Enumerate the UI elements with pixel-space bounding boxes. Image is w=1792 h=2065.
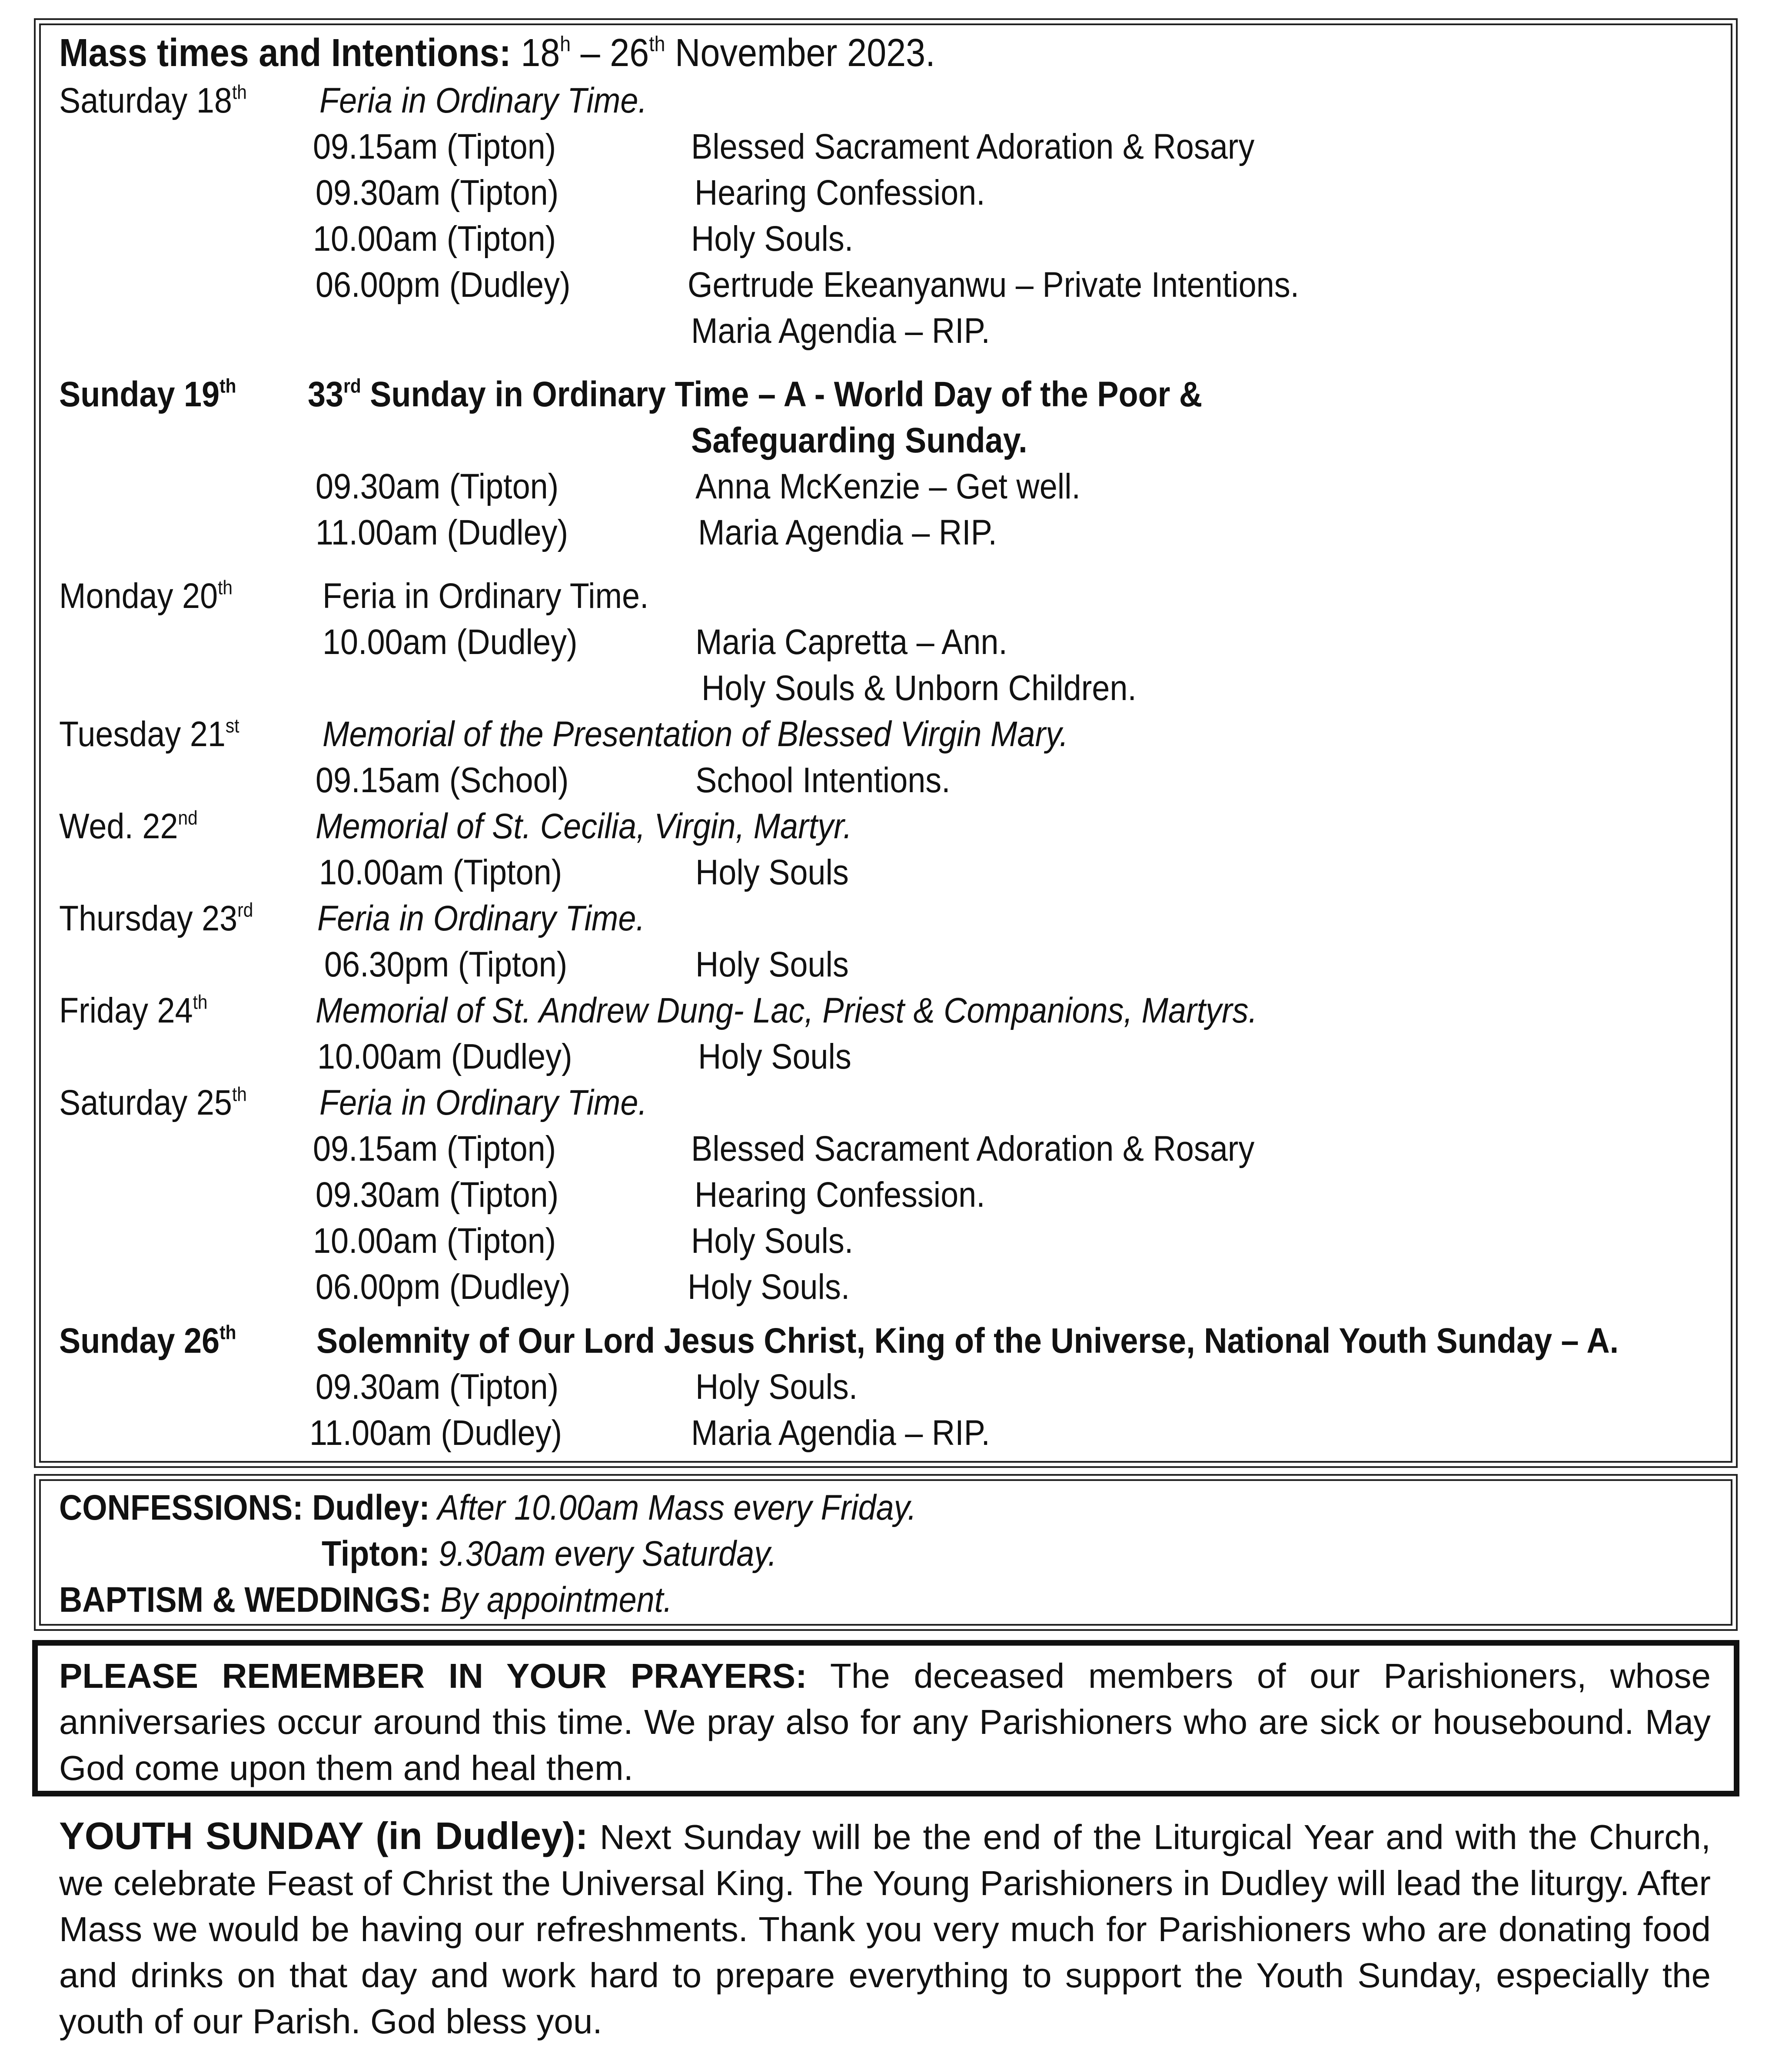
mass-intention: Maria Agendia – RIP. (691, 311, 990, 351)
mass-time: 10.00am (Tipton) (313, 219, 556, 259)
day-title: Solemnity of Our Lord Jesus Christ, King of the Universe, National Youth Sunday – A. (316, 1321, 1619, 1361)
mass-time: 10.00am (Dudley) (317, 1037, 572, 1076)
prayers-text: The deceased members of our Parishioners, whose anniversaries occur around this time. We pray also for any Parishioners who are sick or housebound. May God come upon them and heal them. (59, 1657, 1711, 1787)
day-title: 33rd Sunday in Ordinary Time – A - World Day of the Poor & (308, 375, 1203, 414)
heading-date-start: 18 (521, 31, 560, 75)
mass-time: 09.30am (Tipton) (316, 1367, 559, 1407)
mass-time: 09.30am (Tipton) (316, 1175, 559, 1215)
mass-intention: Holy Souls (695, 945, 849, 984)
day-title: Memorial of St. Andrew Dung- Lac, Priest & Companions, Martyrs. (316, 991, 1257, 1030)
mass-time: 06.00pm (Dudley) (316, 1267, 571, 1307)
mass-intention: Hearing Confession. (695, 1175, 985, 1215)
mass-intention: Holy Souls. (691, 1221, 854, 1261)
mass-intention: Maria Capretta – Ann. (695, 622, 1007, 662)
day-title: Feria in Ordinary Time. (319, 81, 647, 120)
confessions-dudley-line (59, 1486, 917, 1530)
confessions-label: CONFESSIONS: (59, 1488, 303, 1527)
mass-intention: Blessed Sacrament Adoration & Rosary (691, 1129, 1255, 1169)
mass-intention: Holy Souls & Unborn Children. (702, 668, 1137, 708)
confessions-tipton-line (322, 1532, 777, 1576)
youth-sunday-text: Next Sunday will be the end of the Liturgical Year and with the Church, we celebrate Feast of Christ the Universal King. The Young Parishioners in Dudley will lead the liturgy. After Mass we would be having our refreshments. Thank you very much for Parishioners who are donating food and drinks on that day and work hard to prepare everything to support the Youth Sunday, especially the youth of our Parish. God bless you. (59, 1818, 1711, 2041)
baptism-weddings-line (59, 1578, 672, 1622)
day-title: Memorial of St. Cecilia, Virgin, Martyr. (316, 807, 852, 846)
mass-time: 10.00am (Dudley) (322, 622, 578, 662)
mass-time: 10.00am (Tipton) (313, 1221, 556, 1261)
day-label: Sunday 19th (59, 375, 236, 414)
prayers-label: PLEASE REMEMBER IN YOUR PRAYERS: (59, 1657, 807, 1695)
mass-intention: Holy Souls. (695, 1367, 858, 1407)
mass-intention: Maria Agendia – RIP. (691, 1413, 990, 1453)
heading-month-year: November 2023. (665, 31, 935, 75)
mass-time: 11.00am (Dudley) (316, 513, 569, 552)
mass-times-heading (59, 31, 935, 75)
day-label: Sunday 26th (59, 1321, 236, 1361)
mass-intention: Holy Souls (698, 1037, 851, 1076)
day-label: Wed. 22nd (59, 807, 198, 846)
mass-time: 11.00am (Dudley) (309, 1413, 562, 1453)
mass-intention: Holy Souls. (691, 219, 854, 259)
day-title: Memorial of the Presentation of Blessed Virgin Mary. (322, 714, 1068, 754)
day-title-continued: Safeguarding Sunday. (691, 421, 1027, 460)
day-label: Saturday 18th (59, 81, 247, 120)
heading-date-end: – 26 (571, 31, 649, 75)
day-title: Feria in Ordinary Time. (322, 576, 649, 616)
youth-sunday-label: YOUTH SUNDAY (in Dudley): (59, 1814, 588, 1857)
tipton-label: Tipton: (322, 1534, 430, 1574)
mass-intention: School Intentions. (695, 760, 951, 800)
mass-time: 09.15am (School) (316, 760, 569, 800)
day-title: Feria in Ordinary Time. (317, 899, 645, 938)
mass-intention: Blessed Sacrament Adoration & Rosary (691, 127, 1255, 166)
prayers-paragraph (59, 1653, 1711, 1791)
day-label: Thursday 23rd (59, 899, 253, 938)
youth-sunday-paragraph (59, 1813, 1711, 2045)
day-label: Saturday 25th (59, 1083, 247, 1122)
mass-intention: Hearing Confession. (695, 173, 985, 212)
mass-intention: Maria Agendia – RIP. (698, 513, 997, 552)
mass-time: 10.00am (Tipton) (319, 853, 562, 892)
mass-time: 09.30am (Tipton) (316, 467, 559, 506)
mass-time: 06.30pm (Tipton) (324, 945, 568, 984)
tipton-confession-time: 9.30am every Saturday. (429, 1534, 777, 1574)
mass-time: 09.30am (Tipton) (316, 173, 559, 212)
mass-time: 09.15am (Tipton) (313, 1129, 556, 1169)
mass-intention: Gertrude Ekeanyanwu – Private Intentions. (688, 265, 1300, 305)
heading-date-start-suffix: h (560, 32, 571, 56)
heading-date-end-suffix: th (649, 32, 665, 56)
mass-intention: Holy Souls (695, 853, 849, 892)
day-title: Feria in Ordinary Time. (319, 1083, 647, 1122)
mass-time: 06.00pm (Dudley) (316, 265, 571, 305)
dudley-confession-time: After 10.00am Mass every Friday. (429, 1488, 917, 1527)
dudley-label: Dudley: (303, 1488, 430, 1527)
mass-intention: Holy Souls. (688, 1267, 850, 1307)
day-label: Friday 24th (59, 991, 208, 1030)
day-label: Monday 20th (59, 576, 233, 616)
baptism-weddings-label: BAPTISM & WEDDINGS: (59, 1580, 432, 1620)
day-label: Tuesday 21st (59, 714, 239, 754)
mass-time: 09.15am (Tipton) (313, 127, 556, 166)
baptism-weddings-text: By appointment. (431, 1580, 672, 1620)
mass-intention: Anna McKenzie – Get well. (695, 467, 1081, 506)
mass-times-heading-label: Mass times and Intentions: (59, 31, 511, 75)
